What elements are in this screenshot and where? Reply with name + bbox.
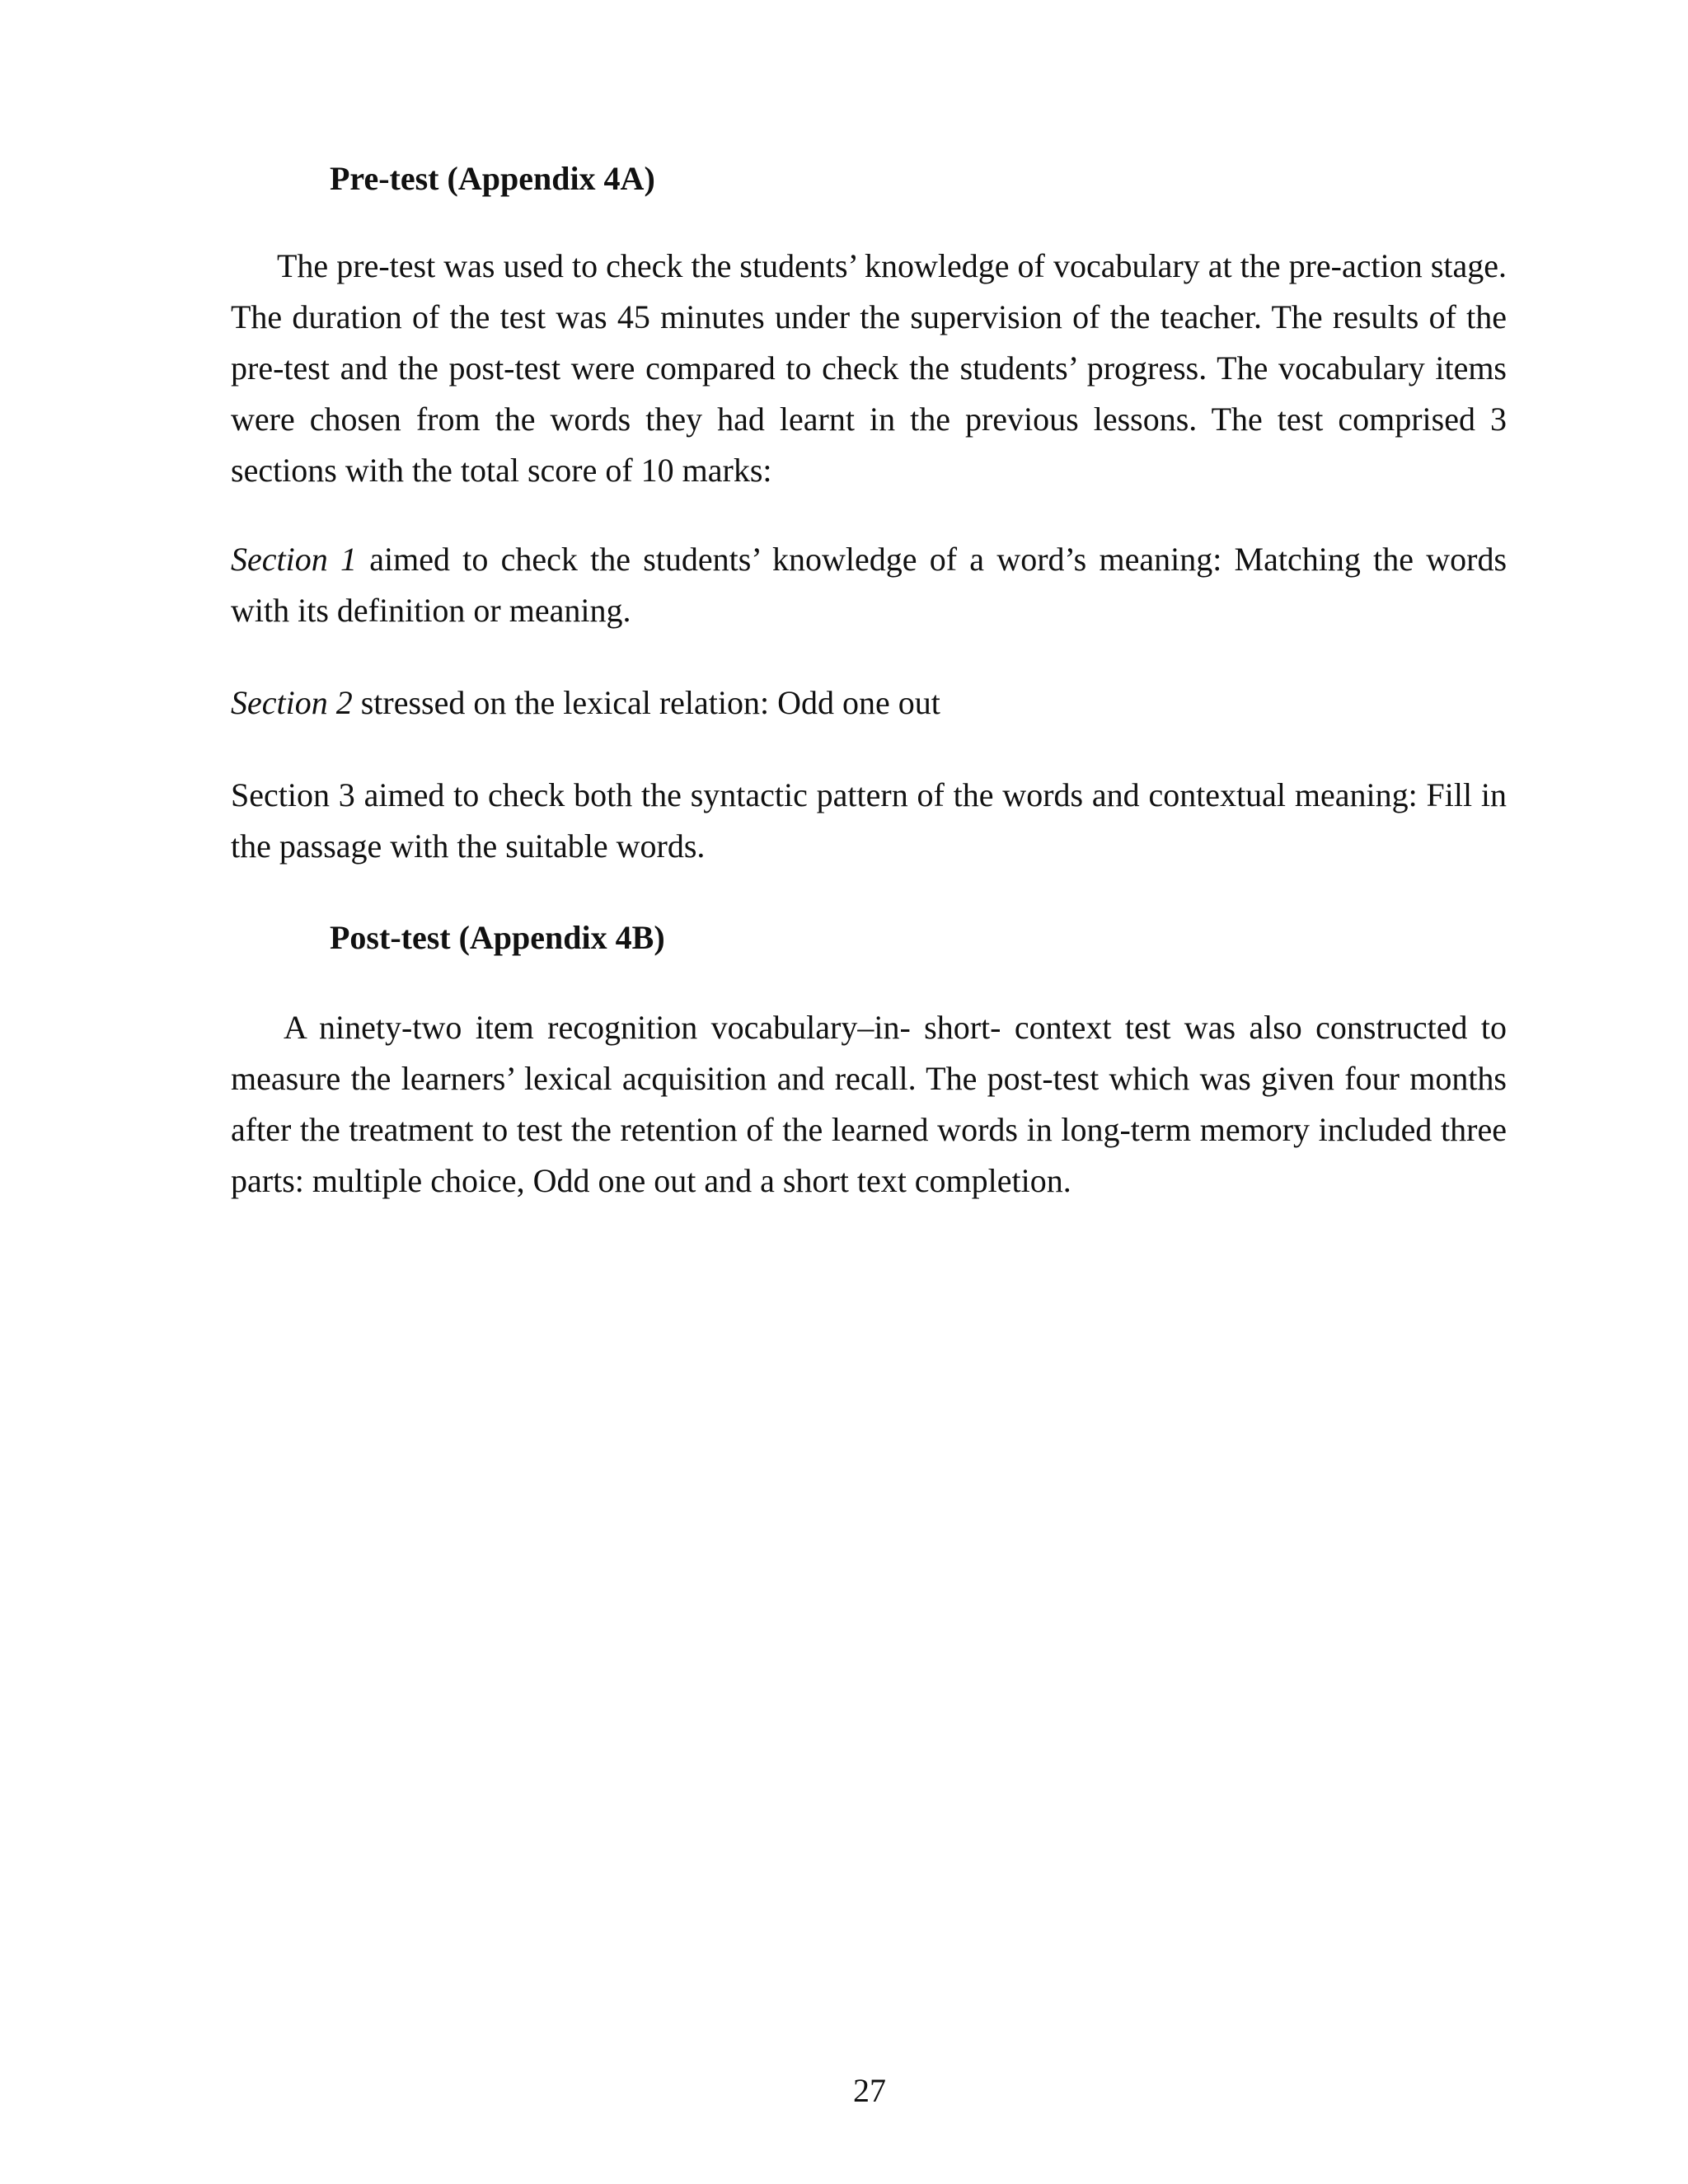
posttest-paragraph bbox=[231, 1002, 1507, 1207]
section-3-text: Section 3 aimed to check both the syntactic pattern of the words and contextual meaning: Fill in the passage with the suitable words. bbox=[231, 776, 1507, 865]
section-2-text: stressed on the lexical relation: Odd one out bbox=[352, 684, 940, 721]
section-1-paragraph bbox=[231, 534, 1507, 636]
posttest-heading: Post-test (Appendix 4B) bbox=[330, 919, 665, 956]
posttest-paragraph-text: A ninety-two item recognition vocabulary–in- short- context test was also constructed to measure the learners’ lexical acquisition and recall. The post-test which was given four months after the treatment to test the retention of the learned words in long-term memory included three parts: multiple choice, Odd one out and a short text completion. bbox=[231, 1009, 1507, 1199]
section-1-text: aimed to check the students’ knowledge of a word’s meaning: Matching the words with its definition or meaning. bbox=[231, 541, 1507, 629]
section-2-paragraph bbox=[231, 677, 1507, 729]
section-1-label: Section 1 bbox=[231, 541, 357, 578]
pretest-paragraph bbox=[231, 241, 1507, 496]
pretest-heading: Pre-test (Appendix 4A) bbox=[330, 160, 655, 197]
section-3-paragraph bbox=[231, 770, 1507, 872]
page-number: 27 bbox=[853, 2072, 886, 2109]
section-2-label: Section 2 bbox=[231, 684, 353, 721]
pretest-paragraph-text: The pre-test was used to check the students’ knowledge of vocabulary at the pre-action stage. The duration of the test was 45 minutes under the supervision of the teacher. The results of the pre-test and the post-test were compared to check the students’ progress. The vocabulary items were chosen from the words they had learnt in the previous lessons. The test comprised 3 sections with the total score of 10 marks: bbox=[231, 247, 1507, 489]
